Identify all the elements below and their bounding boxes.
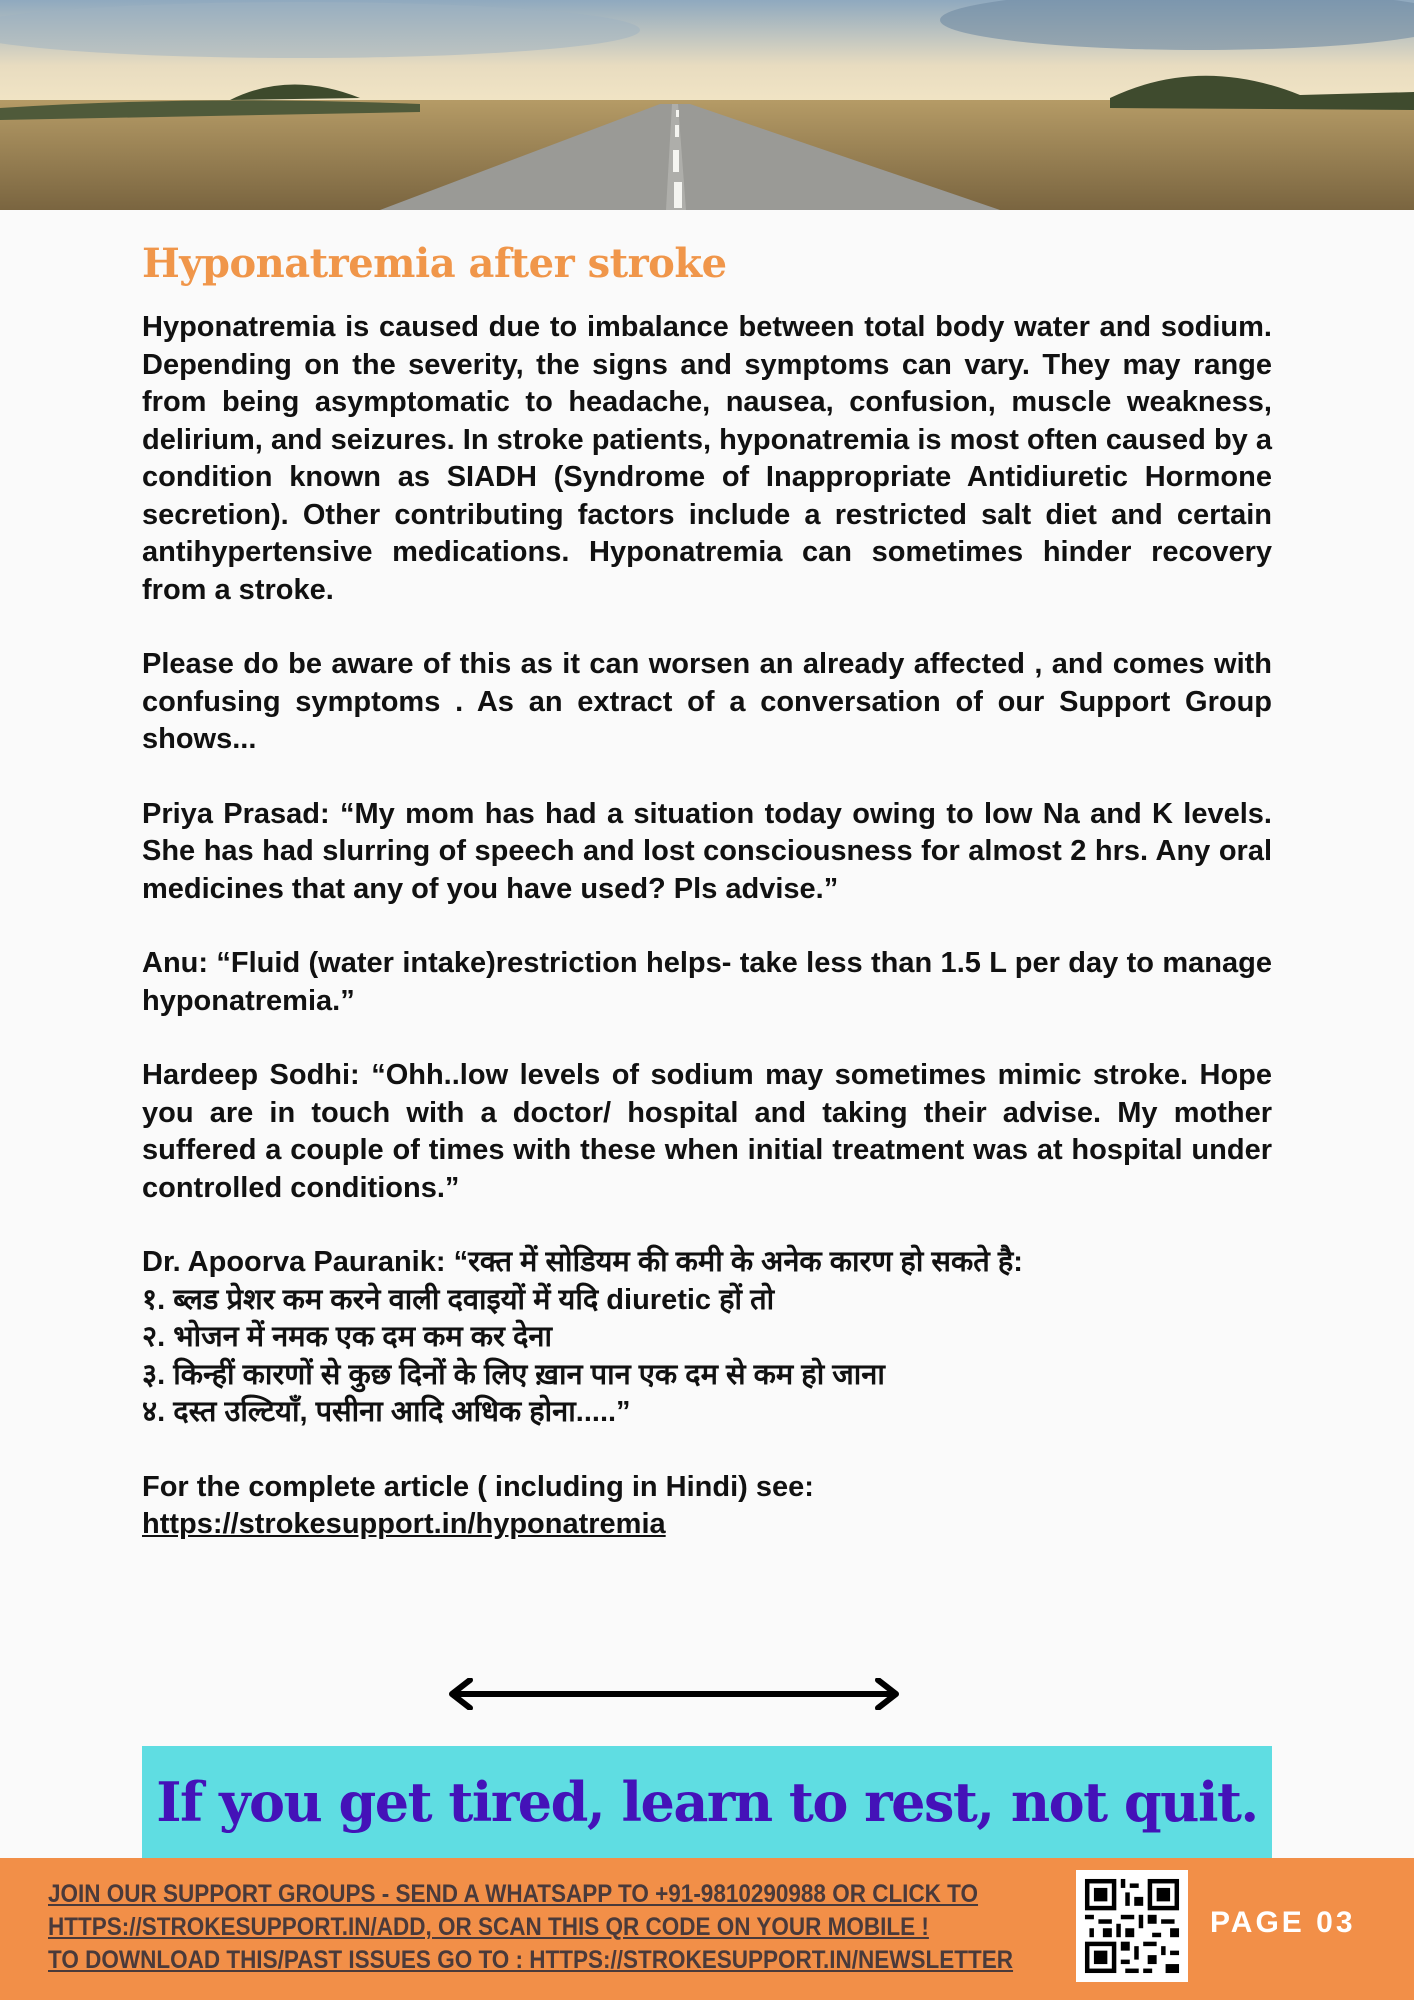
hindi-line-4: ३. किन्हीं कारणों से कुछ दिनों के लिए ख़ान पान एक दम से कम हो जाना: [142, 1358, 885, 1391]
hindi-line-2: १. ब्लड प्रेशर कम करने वाली दवाइयों में यदि diuretic हों तो: [142, 1283, 775, 1316]
quote-hardeep: Hardeep Sodhi: “Ohh..low levels of sodium may sometimes mimic stroke. Hope you are in touch with a doctor/ hospital and taking their advise. My mother suffered a couple of times with these when initial treatment was at hospital under controlled conditions.”: [142, 1059, 1272, 1204]
double-arrow-icon: [444, 1678, 904, 1710]
footer-text: [48, 1878, 1014, 1977]
intro-paragraph: Hyponatremia is caused due to imbalance between total body water and sodium. Depending on the severity, the signs and symptoms can vary. They may range from being asymptomatic to headache, nausea, confusion, muscle weakness, delirium, and seizures. In stroke patients, hyponatremia is most often caused by a condition known as SIADH (Syndrome of Inappropriate Antidiuretic Hormone secretion). Other contributing factors include a restricted salt diet and certain antihypertensive medications. Hyponatremia can sometimes hinder recovery from a stroke.: [142, 311, 1272, 606]
quote-apoorva: [142, 1244, 1272, 1432]
awareness-paragraph: Please do be aware of this as it can worsen an already affected , and comes with confusing symptoms . As an extract of a conversation of our Support Group shows...: [142, 648, 1272, 755]
footer-line-2[interactable]: HTTPS://STROKESUPPORT.IN/ADD, OR SCAN THIS QR CODE ON YOUR MOBILE !: [48, 1913, 929, 1941]
quote-anu: Anu: “Fluid (water intake)restriction helps- take less than 1.5 L per day to manage hyponatremia.”: [142, 947, 1272, 1017]
quote-priya: Priya Prasad: “My mom has had a situation today owing to low Na and K levels. She has had slurring of speech and lost consciousness for almost 2 hrs. Any oral medicines that any of you have used? Pls advise.”: [142, 797, 1272, 905]
qr-code-icon[interactable]: [1076, 1870, 1188, 1982]
article: [142, 240, 1272, 1581]
header-road-image: [0, 0, 1414, 210]
article-title: Hyponatremia after stroke: [142, 240, 727, 287]
hindi-line-3: २. भोजन में नमक एक दम कम कर देना: [142, 1321, 552, 1353]
footer-line-3[interactable]: TO DOWNLOAD THIS/PAST ISSUES GO TO : HTTPS://STROKESUPPORT.IN/NEWSLETTER: [48, 1946, 1014, 1974]
more-label: For the complete article ( including in Hindi) see:: [142, 1470, 814, 1503]
motivational-quote-box: [142, 1746, 1272, 1858]
footer-line-1[interactable]: JOIN OUR SUPPORT GROUPS - SEND A WHATSAPP TO +91-9810290988 OR CLICK TO: [48, 1880, 979, 1908]
more-info: [142, 1469, 1272, 1544]
page-number: PAGE 03: [1210, 1906, 1356, 1939]
hindi-line-5: ४. दस्त उल्टियाँ, पसीना आदि अधिक होना.....”: [142, 1396, 631, 1428]
motivational-quote: If you get tired, learn to rest, not quit.: [156, 1770, 1258, 1834]
hindi-line-1: Dr. Apoorva Pauranik: “रक्त में सोडियम की कमी के अनेक कारण हो सकते है:: [142, 1246, 1023, 1278]
article-link[interactable]: https://strokesupport.in/hyponatremia: [142, 1508, 666, 1540]
footer-banner: [0, 1858, 1414, 2000]
